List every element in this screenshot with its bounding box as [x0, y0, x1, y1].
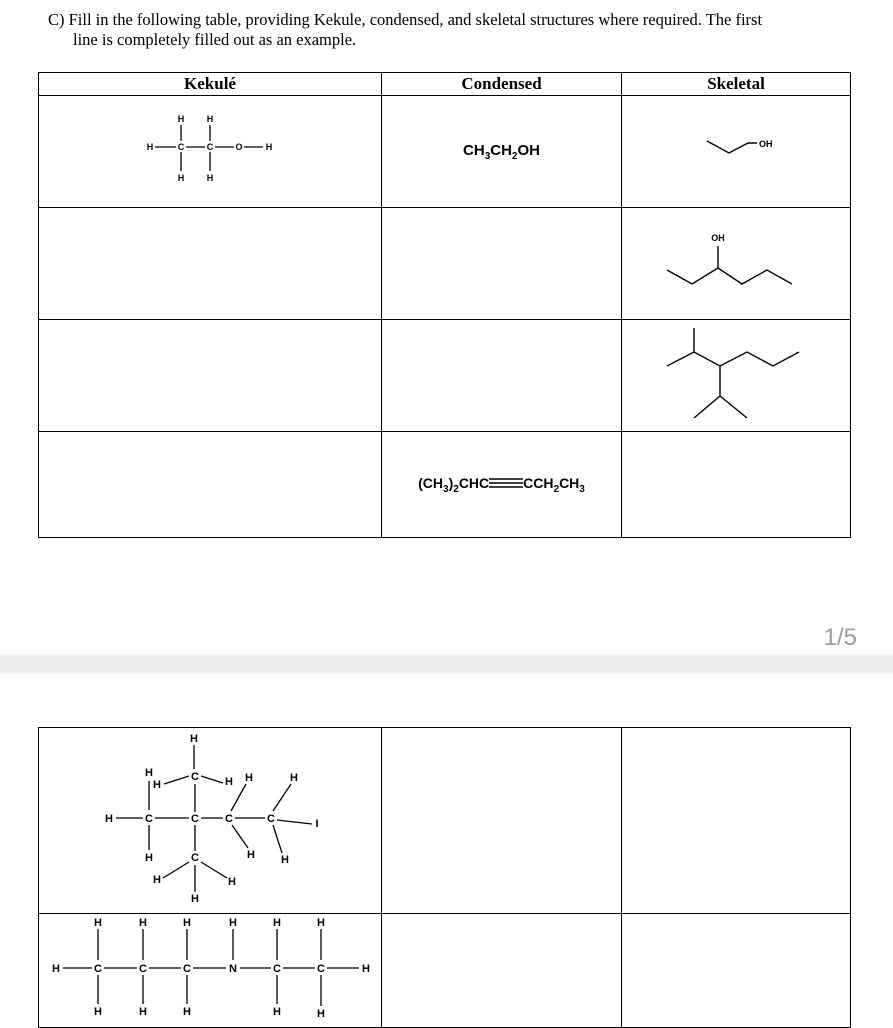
svg-text:H: H: [52, 963, 60, 975]
svg-text:H: H: [191, 893, 199, 905]
instructions-line-2: line is completely filled out as an example.: [73, 30, 357, 49]
svg-text:C: C: [267, 813, 275, 825]
svg-text:H: H: [206, 173, 214, 183]
svg-text:H: H: [177, 173, 185, 183]
svg-text:H: H: [229, 917, 237, 929]
svg-text:H: H: [190, 733, 198, 745]
svg-text:H: H: [265, 142, 273, 152]
svg-text:H: H: [146, 142, 154, 152]
row2-skeletal-cell: [622, 208, 851, 320]
svg-text:H: H: [153, 779, 161, 791]
row4-skeletal-cell[interactable]: [622, 432, 851, 538]
svg-text:H: H: [290, 772, 298, 784]
row2-kekule-cell[interactable]: [39, 208, 382, 320]
ethanol-kekule-structure: [39, 96, 382, 202]
iodo-alkane-kekule-structure: [39, 728, 382, 908]
table-row: [39, 432, 851, 538]
svg-text:H: H: [317, 917, 325, 929]
ethanol-skeletal-structure: [622, 96, 851, 202]
svg-text:H: H: [228, 876, 236, 888]
svg-text:H: H: [153, 874, 161, 886]
svg-text:C: C: [225, 813, 233, 825]
svg-text:H: H: [362, 963, 370, 975]
row3-kekule-cell[interactable]: [39, 320, 382, 432]
svg-text:C: C: [206, 142, 214, 152]
svg-text:H: H: [145, 852, 153, 864]
amine-kekule-structure: [39, 914, 382, 1022]
page-indicator: 1/5: [823, 624, 857, 651]
svg-text:H: H: [183, 917, 191, 929]
svg-text:H: H: [105, 813, 113, 825]
row5-kekule-cell: [39, 728, 382, 914]
svg-text:H: H: [139, 1006, 147, 1018]
svg-text:H: H: [206, 114, 214, 124]
table-row: [39, 914, 851, 1028]
svg-text:H: H: [317, 1008, 325, 1020]
svg-text:C: C: [273, 963, 281, 975]
oh-label: OH: [759, 139, 773, 149]
header-row: [39, 73, 851, 96]
row3-skeletal-cell: [622, 320, 851, 432]
table-row: [39, 728, 851, 914]
svg-text:C: C: [317, 963, 325, 975]
row5-condensed-cell[interactable]: [382, 728, 622, 914]
row4-condensed-formula: $(CH_3)_2CHC$ $CCH_2CH_3$: [418, 474, 585, 495]
row4-kekule-cell[interactable]: [39, 432, 382, 538]
instructions-line-1: C) Fill in the following table, providing Kekule, condensed, and skeletal structures where required. The first: [48, 10, 763, 29]
svg-text:C: C: [145, 813, 153, 825]
row6-condensed-cell[interactable]: [382, 914, 622, 1028]
svg-text:C: C: [177, 142, 185, 152]
svg-text:H: H: [281, 854, 289, 866]
svg-text:H: H: [139, 917, 147, 929]
structures-table: [38, 72, 851, 538]
svg-text:H: H: [145, 767, 153, 779]
svg-text:H: H: [247, 849, 255, 861]
pentanol-skeletal-structure: [622, 208, 851, 314]
svg-text:N: N: [229, 963, 237, 975]
svg-text:C: C: [139, 963, 147, 975]
svg-text:O: O: [235, 142, 243, 152]
row6-kekule-cell: [39, 914, 382, 1028]
svg-text:H: H: [225, 776, 233, 788]
svg-text:C: C: [183, 963, 191, 975]
svg-text:H: H: [245, 772, 253, 784]
row3-condensed-cell[interactable]: [382, 320, 622, 432]
branched-alkane-skeletal-structure: [622, 320, 851, 426]
svg-text:H: H: [94, 917, 102, 929]
structures-table-continued: [38, 727, 851, 1028]
header-skeletal: Skeletal: [622, 73, 851, 96]
svg-text:H: H: [177, 114, 185, 124]
svg-text:C: C: [191, 852, 199, 864]
row6-skeletal-cell[interactable]: [622, 914, 851, 1028]
svg-text:C: C: [191, 813, 199, 825]
svg-text:H: H: [273, 917, 281, 929]
oh-label: OH: [711, 233, 725, 243]
row1-skeletal-cell: [622, 96, 851, 208]
header-condensed: Condensed: [382, 73, 622, 96]
svg-text:C: C: [94, 963, 102, 975]
svg-text:H: H: [183, 1006, 191, 1018]
row1-kekule-cell: [39, 96, 382, 208]
row5-skeletal-cell[interactable]: [622, 728, 851, 914]
row1-condensed-cell: [382, 96, 622, 208]
triple-bond-icon: [489, 477, 523, 489]
table-row: [39, 208, 851, 320]
page-separator: [0, 655, 893, 673]
table-row: [39, 96, 851, 208]
svg-text:C: C: [191, 771, 199, 783]
svg-text:H: H: [273, 1006, 281, 1018]
instructions: [48, 10, 858, 50]
row4-condensed-cell: [382, 432, 622, 538]
row2-condensed-cell[interactable]: [382, 208, 622, 320]
header-kekule: Kekulé: [39, 73, 382, 96]
svg-text:H: H: [94, 1006, 102, 1018]
row1-condensed-formula: $CH_3CH_2OH$: [463, 141, 540, 162]
svg-text:I: I: [315, 818, 319, 830]
table-row: [39, 320, 851, 432]
